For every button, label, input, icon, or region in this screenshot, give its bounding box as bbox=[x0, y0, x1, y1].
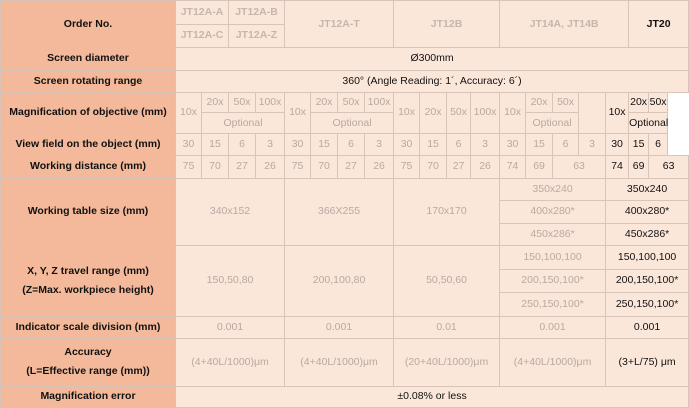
table-size-jt20: 350x240 bbox=[606, 178, 689, 200]
view-field-cell: 6 bbox=[553, 133, 579, 155]
indicator-label: Indicator scale division (mm) bbox=[1, 316, 176, 338]
working-distance-cell: 70 bbox=[202, 156, 229, 178]
indicator-jt20: 0.001 bbox=[606, 316, 689, 338]
mag-10x: 10x bbox=[285, 93, 311, 134]
working-distance-cell: 74 bbox=[500, 156, 526, 178]
table-size-jt14: 450x286* bbox=[500, 223, 606, 245]
travel-range-label-line2: (Z=Max. workpiece height) bbox=[22, 284, 154, 297]
screen-rotating-label: Screen rotating range bbox=[1, 70, 176, 92]
screen-diameter-value: Ø300mm bbox=[176, 48, 689, 70]
working-distance-cell: 26 bbox=[256, 156, 285, 178]
mag-100x: 100x bbox=[471, 93, 500, 134]
table-size-jt12a: 340x152 bbox=[176, 178, 285, 245]
header-jt12a-t: JT12A-T bbox=[285, 1, 394, 48]
mag-50x: 50x bbox=[229, 93, 256, 113]
header-jt14: JT14A, JT14B bbox=[500, 1, 629, 48]
header-jt20: JT20 bbox=[629, 1, 689, 48]
mag-50x: 50x bbox=[447, 93, 471, 134]
mag-100x: 100x bbox=[256, 93, 285, 113]
travel-jt20: 250,150,100* bbox=[606, 293, 689, 317]
mag-20x: 20x bbox=[311, 93, 338, 113]
screen-diameter-label: Screen diameter bbox=[1, 48, 176, 70]
view-field-cell: 3 bbox=[256, 133, 285, 155]
mag-20x: 20x bbox=[420, 93, 447, 134]
table-size-jt12b: 170x170 bbox=[394, 178, 500, 245]
table-size-jt12a-t: 366X255 bbox=[285, 178, 394, 245]
working-distance-cell: 70 bbox=[311, 156, 338, 178]
view-field-cell: 3 bbox=[471, 133, 500, 155]
mag-20x-jt20: 20x bbox=[629, 93, 649, 113]
view-field-cell: 15 bbox=[420, 133, 447, 155]
order-no-label: Order No. bbox=[1, 1, 176, 48]
view-field-cell: 6 bbox=[447, 133, 471, 155]
view-field-cell: 30 bbox=[500, 133, 526, 155]
working-distance-cell-jt20: 69 bbox=[629, 156, 649, 178]
view-field-label: View field on the object (mm) bbox=[1, 133, 176, 155]
mag-10x: 10x bbox=[176, 93, 202, 134]
working-distance-cell: 27 bbox=[229, 156, 256, 178]
working-distance-cell: 63 bbox=[553, 156, 606, 178]
accuracy-jt12a: (4+40L/1000)μm bbox=[176, 339, 285, 386]
travel-jt12a-t: 200,100,80 bbox=[285, 246, 394, 317]
mag-100x: 100x bbox=[365, 93, 394, 113]
indicator-jt12b: 0.01 bbox=[394, 316, 500, 338]
mag-10x: 10x bbox=[394, 93, 420, 134]
working-distance-cell: 26 bbox=[471, 156, 500, 178]
view-field-cell: 30 bbox=[285, 133, 311, 155]
view-field-cell: 6 bbox=[338, 133, 365, 155]
travel-jt14: 150,100,100 bbox=[500, 246, 606, 270]
accuracy-jt12b: (20+40L/1000)μm bbox=[394, 339, 500, 386]
view-field-cell-jt20: 15 bbox=[629, 133, 649, 155]
accuracy-jt20: (3+L/75) μm bbox=[606, 339, 689, 386]
accuracy-jt12a-t: (4+40L/1000)μm bbox=[285, 339, 394, 386]
mag-50x: 50x bbox=[338, 93, 365, 113]
working-distance-cell: 69 bbox=[526, 156, 553, 178]
indicator-jt12a-t: 0.001 bbox=[285, 316, 394, 338]
travel-jt12b: 50,50,60 bbox=[394, 246, 500, 317]
header-jt12b: JT12B bbox=[394, 1, 500, 48]
travel-jt20: 150,100,100 bbox=[606, 246, 689, 270]
working-distance-cell: 26 bbox=[365, 156, 394, 178]
view-field-cell: 30 bbox=[176, 133, 202, 155]
mag-10x: 10x bbox=[500, 93, 526, 134]
header-jt12a-b: JT12A-B bbox=[229, 1, 285, 25]
travel-jt14: 250,150,100* bbox=[500, 293, 606, 317]
view-field-cell: 15 bbox=[311, 133, 338, 155]
indicator-jt12a: 0.001 bbox=[176, 316, 285, 338]
header-jt12a-c: JT12A-C bbox=[176, 24, 229, 48]
mag-optional-jt20: Optional bbox=[629, 113, 668, 133]
view-field-cell-jt20: 6 bbox=[649, 133, 668, 155]
view-field-cell: 3 bbox=[365, 133, 394, 155]
travel-range-label-line1: X, Y, Z travel range (mm) bbox=[27, 264, 149, 277]
mag-20x: 20x bbox=[526, 93, 553, 113]
working-distance-cell: 27 bbox=[447, 156, 471, 178]
mag-optional: Optional bbox=[202, 113, 285, 133]
mag-50x-jt20: 50x bbox=[649, 93, 668, 113]
view-field-cell: 15 bbox=[202, 133, 229, 155]
mag-spacer bbox=[579, 93, 606, 134]
table-size-label: Working table size (mm) bbox=[1, 178, 176, 245]
travel-range-label bbox=[1, 246, 176, 317]
accuracy-jt14: (4+40L/1000)μm bbox=[500, 339, 606, 386]
table-size-jt20: 400x280* bbox=[606, 201, 689, 223]
mag-error-label: Magnification error bbox=[1, 386, 176, 408]
working-distance-cell-jt20: 74 bbox=[606, 156, 629, 178]
working-distance-cell: 75 bbox=[394, 156, 420, 178]
header-jt12a-z: JT12A-Z bbox=[229, 24, 285, 48]
view-field-cell: 3 bbox=[579, 133, 606, 155]
screen-rotating-value: 360° (Angle Reading: 1´, Accuracy: 6´) bbox=[176, 70, 689, 92]
working-distance-label: Working distance (mm) bbox=[1, 156, 176, 178]
table-size-jt20: 450x286* bbox=[606, 223, 689, 245]
mag-optional: Optional bbox=[526, 113, 579, 133]
view-field-cell: 30 bbox=[394, 133, 420, 155]
travel-jt12a: 150,50,80 bbox=[176, 246, 285, 317]
working-distance-cell: 70 bbox=[420, 156, 447, 178]
table-size-jt14: 400x280* bbox=[500, 201, 606, 223]
mag-20x: 20x bbox=[202, 93, 229, 113]
working-distance-cell: 75 bbox=[176, 156, 202, 178]
mag-error-value: ±0.08% or less bbox=[176, 386, 689, 408]
working-distance-cell: 75 bbox=[285, 156, 311, 178]
travel-jt20: 200,150,100* bbox=[606, 269, 689, 293]
mag-50x: 50x bbox=[553, 93, 579, 113]
accuracy-label-line2: (L=Effective range (mm)) bbox=[26, 365, 150, 378]
view-field-cell-jt20: 30 bbox=[606, 133, 629, 155]
header-jt12a-a: JT12A-A bbox=[176, 1, 229, 25]
accuracy-label bbox=[1, 339, 176, 386]
mag-optional: Optional bbox=[311, 113, 394, 133]
view-field-cell: 6 bbox=[229, 133, 256, 155]
table-size-jt14: 350x240 bbox=[500, 178, 606, 200]
accuracy-label-line1: Accuracy bbox=[64, 346, 112, 359]
magnification-label: Magnification of objective (mm) bbox=[1, 93, 176, 134]
working-distance-cell: 27 bbox=[338, 156, 365, 178]
mag-10x-jt20: 10x bbox=[606, 93, 629, 134]
view-field-cell: 15 bbox=[526, 133, 553, 155]
working-distance-cell-jt20: 63 bbox=[649, 156, 689, 178]
travel-jt14: 200,150,100* bbox=[500, 269, 606, 293]
indicator-jt14: 0.001 bbox=[500, 316, 606, 338]
